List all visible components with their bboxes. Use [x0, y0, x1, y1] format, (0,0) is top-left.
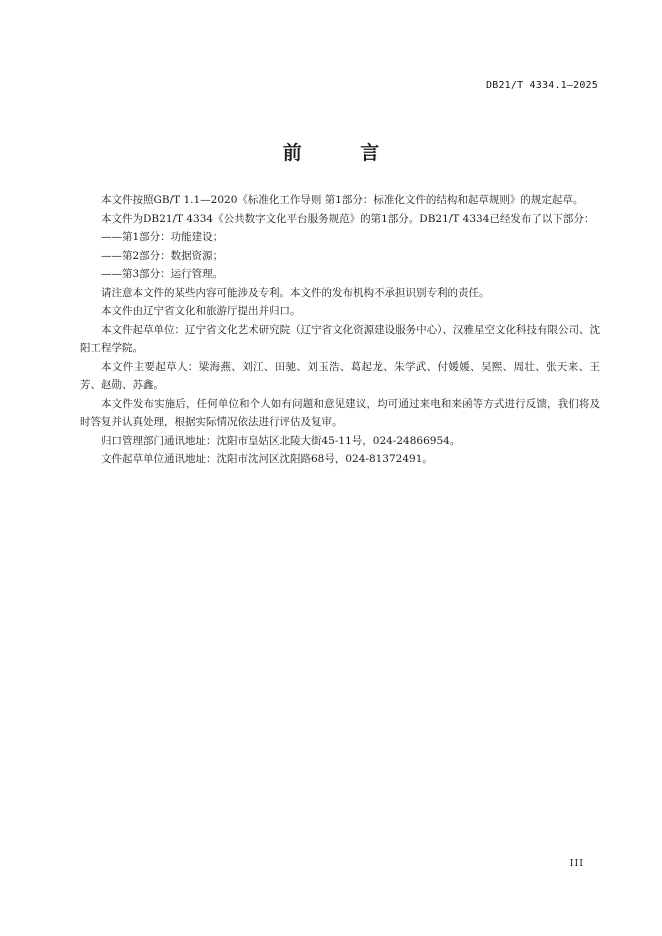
document-code: DB21/T 4334.1—2025: [486, 80, 598, 91]
paragraph-admin-address: 归口管理部门通讯地址：沈阳市皇姑区北陵大街45-11号，024-24866954。: [101, 434, 461, 447]
paragraph-patent-notice: 请注意本文件的某些内容可能涉及专利。本文件的发布机构不承担识别专利的责任。: [101, 286, 490, 299]
paragraph-standard-parts: 本文件为DB21/T 4334《公共数字文化平台服务规范》的第1部分。DB21/T 4334已经发布了以下部分：: [101, 212, 595, 225]
paragraph-feedback: 本文件发布实施后，任何单位和个人如有问题和意见建议，均可通过来电和来函等方式进行反馈，我们将及时答复并认真处理，根据实际情况依法进行评估及复审。: [80, 397, 600, 428]
foreword-body: [80, 191, 600, 469]
paragraph-drafter-address: 文件起草单位通讯地址：沈阳市沈河区沈阳路68号，024-81372491。: [101, 453, 433, 465]
paragraph-drafters: 本文件主要起草人：梁海燕、刘江、田驰、刘玉浩、葛起龙、朱学武、付媛媛、吴熙、周壮、张天来、王芳、赵勋、苏鑫。: [80, 360, 600, 391]
list-item-part-2: ——第2部分：数据资源；: [101, 249, 224, 262]
paragraph-drafting-rules: 本文件按照GB/T 1.1—2020《标准化工作导则 第1部分：标准化文件的结构和起草规则》的规定起草。: [101, 194, 584, 206]
page-title: 前 言: [282, 142, 406, 164]
paragraph-proposer: 本文件由辽宁省文化和旅游厅提出并归口。: [101, 305, 301, 317]
list-item-part-3: ——第3部分：运行管理。: [101, 268, 224, 280]
paragraph-drafting-units: 本文件起草单位：辽宁省文化艺术研究院（辽宁省文化资源建设服务中心）、汉雅星空文化科技有限公司、沈阳工程学院。: [80, 323, 600, 354]
list-item-part-1: ——第1部分：功能建设；: [101, 231, 224, 243]
page-number: III: [569, 858, 584, 869]
